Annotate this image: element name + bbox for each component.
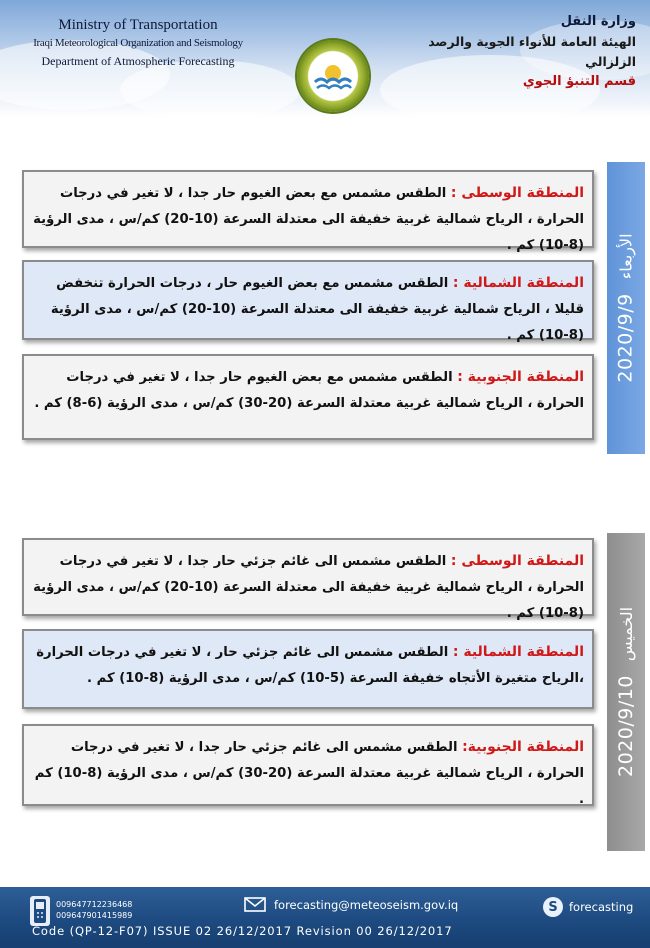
ministry-name-en: Ministry of Transportation [58, 17, 218, 33]
department-name-ar: قسم التنبؤ الجوي [522, 74, 636, 89]
date-label: 2020/9/9 [615, 293, 637, 383]
footer-bar [0, 887, 650, 948]
date-bar-day1 [607, 162, 645, 454]
forecast-box-day2-south [22, 724, 594, 806]
english-letterhead [18, 16, 258, 70]
skype-contact [543, 897, 633, 917]
phone-number-1: 009647712236468 [56, 900, 133, 909]
region-label: المنطقة الوسطى : [450, 553, 584, 569]
ministry-name-ar: وزارة النقل [560, 14, 636, 29]
forecast-box-day1-north [22, 260, 594, 343]
document-code-line: Code (QP-12-F07) ISSUE 02 26/12/2017 Revision 00 26/12/2017 [32, 924, 453, 938]
forecast-box-day1-central [22, 170, 594, 253]
organization-logo [297, 40, 369, 112]
letterhead-banner [0, 0, 650, 118]
skype-handle[interactable]: forecasting [569, 900, 634, 914]
email-contact [244, 897, 458, 912]
mobile-phone-icon [30, 896, 50, 926]
forecast-text: الطقس مشمس الى غائم جزئي حار جدا ، لا تغير في درجات الحرارة ، الرياح شمالية غربية معتدلة السرعة (20-30) كم/س ، مدى الرؤية (8-10) كم . [34, 740, 584, 807]
arabic-letterhead [406, 12, 636, 92]
forecast-text: الطقس مشمس الى غائم جزئي حار ، لا تغير في درجات الحرارة ،الرياح متغيرة الأتجاه خفيفة السرعة (5-10) كم/س ، مدى الرؤية (8-10) كم . [36, 645, 584, 686]
forecast-text: الطقس مشمس الى غائم جزئي حار جدا ، لا تغير في درجات الحرارة ، الرياح شمالية غربية خفيفة الى معتدلة السرعة (10-20) كم/س ، مدى الرؤية (8-10) كم . [33, 554, 584, 621]
forecast-box-day1-south [22, 354, 594, 440]
weekday-label: الخميس [617, 606, 637, 662]
region-label: المنطقة الجنوبية : [457, 369, 584, 385]
phone-number-2: 009647901415989 [56, 911, 133, 920]
date-bar-day2 [607, 533, 645, 851]
skype-icon: S [543, 897, 563, 917]
region-label: المنطقة الوسطى : [450, 185, 584, 201]
department-name-en: Department of Atmospheric Forecasting [41, 54, 235, 68]
region-label: المنطقة الشمالية : [452, 644, 584, 660]
phone-numbers [56, 899, 132, 921]
forecast-text: الطقس مشمس مع بعض الغيوم حار جدا ، لا تغير في درجات الحرارة ، الرياح شمالية غربية معتدلة السرعة (20-30) كم/س ، مدى الرؤية (6-8) كم . [34, 370, 584, 411]
weekday-label: الأربعاء [617, 233, 636, 280]
forecast-box-day2-central [22, 538, 594, 621]
envelope-icon [244, 897, 266, 912]
organization-name-ar: الهيئة العامة للأنواء الجوية والرصد الزلزالي [428, 34, 636, 69]
forecast-text: الطقس مشمس مع بعض الغيوم حار ، درجات الحرارة تنخفض قليلا ، الرياح شمالية غربية خفيفة الى معتدلة السرعة (10-20) كم/س ، مدى الرؤية (8-10) كم . [50, 276, 584, 343]
region-label: المنطقة الجنوبية: [462, 739, 584, 755]
forecast-text: الطقس مشمس مع بعض الغيوم حار جدا ، لا تغير في درجات الحرارة ، الرياح شمالية غربية خفيفة الى معتدلة السرعة (10-20) كم/س ، مدى الرؤية (8-10) كم . [33, 186, 584, 253]
date-label: 2020/9/10 [615, 675, 638, 778]
forecast-box-day2-north [22, 629, 594, 709]
email-address[interactable]: forecasting@meteoseism.gov.iq [274, 897, 459, 912]
organization-name-en: Iraqi Meteorological Organization and Seismology [33, 37, 243, 49]
region-label: المنطقة الشمالية : [452, 275, 584, 291]
